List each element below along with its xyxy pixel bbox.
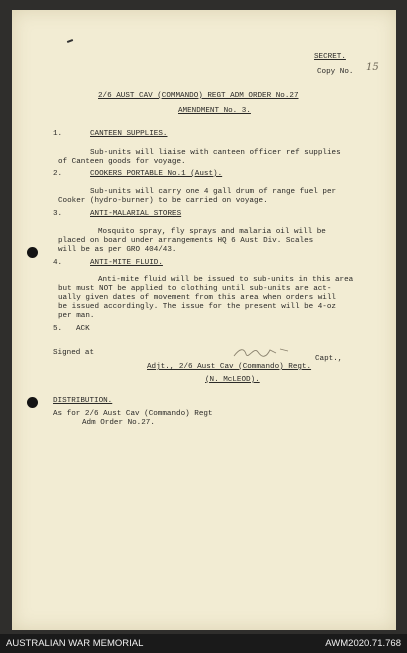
item-number: 4. [53,259,63,267]
item-line: ually given dates of movement from this area when orders will [58,294,336,302]
signature-title: Adjt., 2/6 Aust Cav (Commando) Regt. [147,363,312,371]
distribution-line: As for 2/6 Aust Cav (Commando) Regt [53,410,213,418]
pen-mark [67,39,73,43]
document-page [12,10,396,630]
item-number: 1. [53,130,63,138]
item-line: be issued accordingly. The issue for the present will be 4-oz [58,303,336,311]
amendment-heading: AMENDMENT No. 3. [178,107,251,115]
item-heading: ANTI-MALARIAL STORES [90,210,182,218]
item-line: Mosquito spray, fly sprays and malaria oil will be [98,228,326,236]
item-line: but must NOT be applied to clothing until sub-units are act- [58,285,332,293]
item-line: placed on board under arrangements HQ 6 Aust Div. Scales [58,237,314,245]
classification: SECRET. [314,53,346,61]
copy-label: Copy No. [317,68,354,76]
item-line: Anti-mite fluid will be issued to sub-units in this area [98,276,354,284]
punch-hole [27,247,38,258]
item-heading: COOKERS PORTABLE No.1 (Aust). [90,170,223,178]
copy-number: 15 [366,62,379,73]
item-line: of Canteen goods for voyage. [58,158,186,166]
item-number: 3. [53,210,63,218]
signed-at-label: Signed at [53,349,95,357]
footer-institution: AUSTRALIAN WAR MEMORIAL [6,638,144,649]
archive-footer [0,634,407,653]
item-line: Sub-units will liaise with canteen officer ref supplies [90,149,341,157]
item-number: 2. [53,170,63,178]
footer-accession-number: AWM2020.71.768 [325,638,401,649]
distribution-line: Adm Order No.27. [82,419,155,427]
signatory-name: (N. McLEOD). [205,376,260,384]
item-number: 5. [53,325,63,333]
item-line: Cooker (hydro-burner) to be carried on voyage. [58,197,268,205]
item-heading: ACK [76,325,90,333]
item-heading: ANTI-MITE FLUID. [90,259,163,267]
distribution-heading: DISTRIBUTION. [53,397,113,405]
capt-label: Capt., [315,355,343,363]
item-line: Sub-units will carry one 4 gall drum of range fuel per [90,188,337,196]
document-title: 2/6 AUST CAV (COMMANDO) REGT ADM ORDER No.27 [98,92,299,100]
item-line: will be as per GRO 404/43. [58,246,177,254]
punch-hole [27,397,38,408]
item-heading: CANTEEN SUPPLIES. [90,130,168,138]
item-line: per man. [58,312,95,320]
handwritten-signature [232,344,292,360]
